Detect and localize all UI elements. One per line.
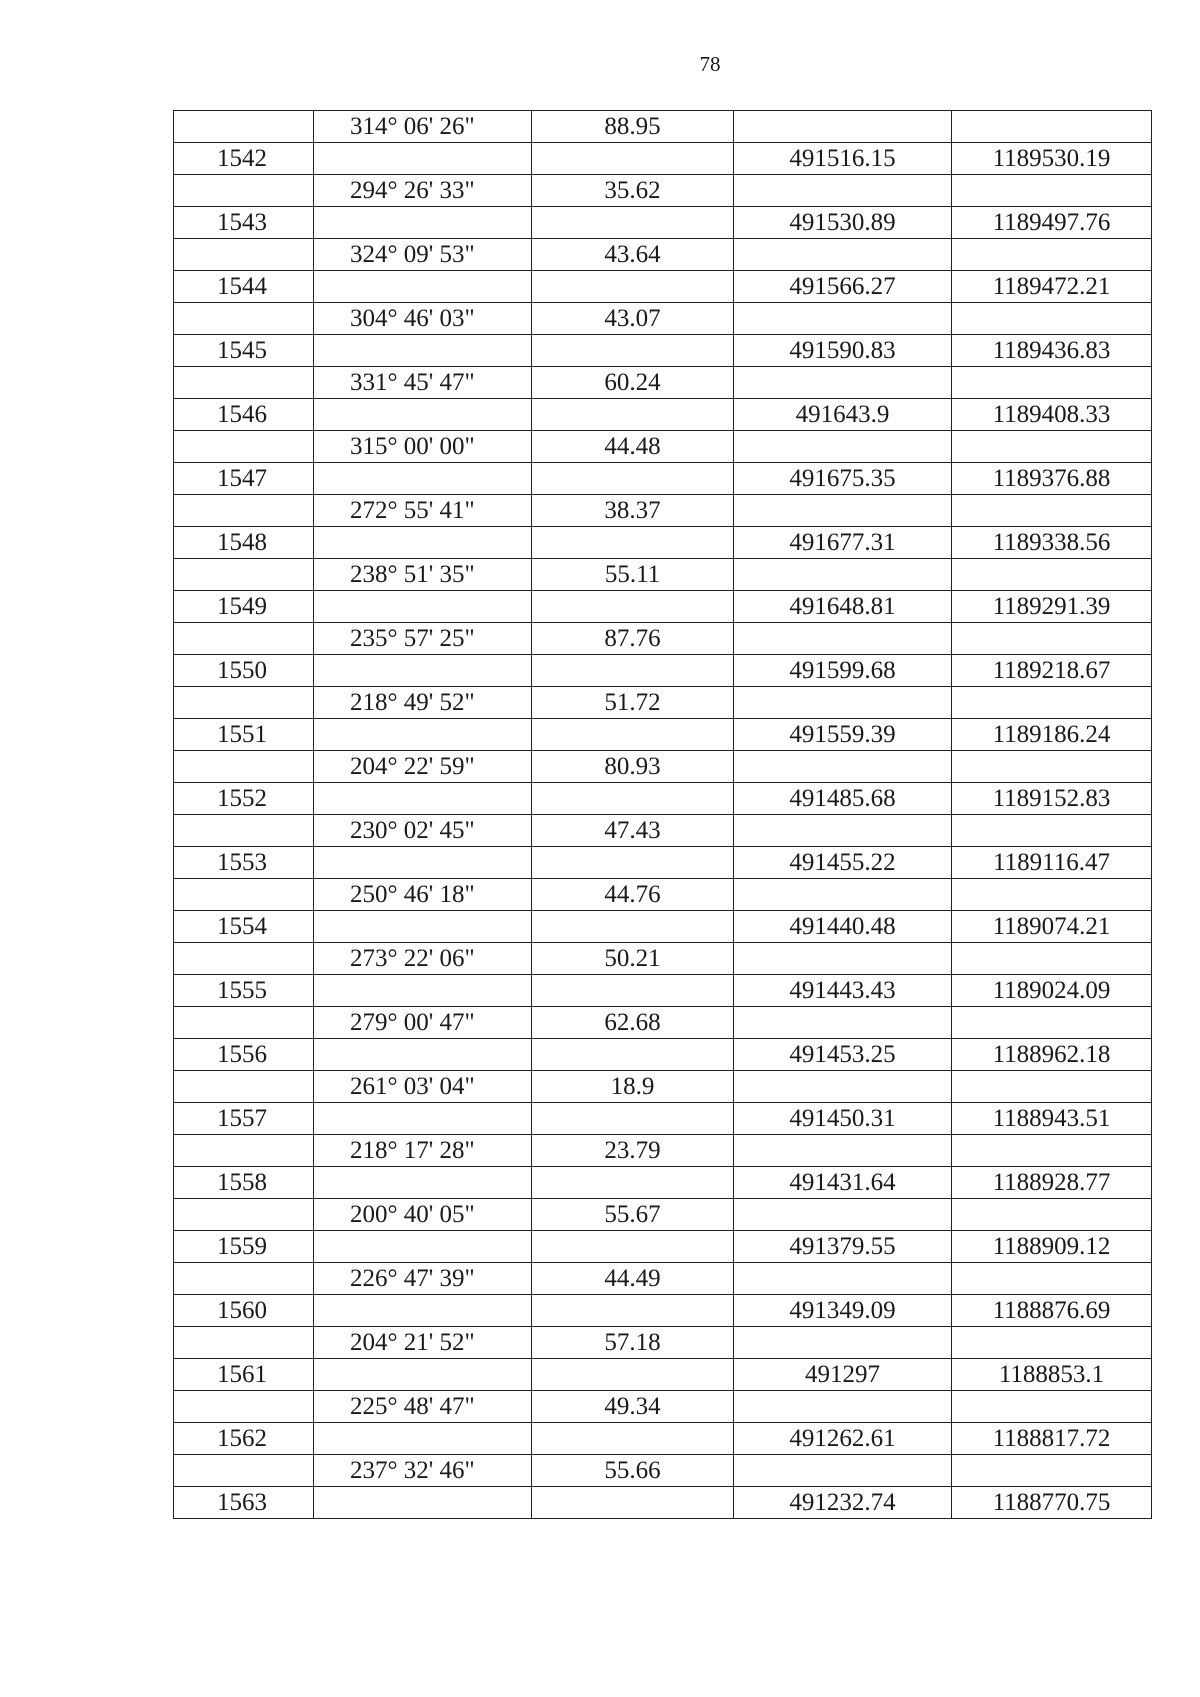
line-row: [174, 559, 1152, 591]
distance-cell: 49.34: [532, 1391, 734, 1423]
station-row: [174, 1423, 1152, 1455]
station-row: [174, 1231, 1152, 1263]
station-cell: [174, 239, 314, 271]
easting-cell: 1188853.1: [952, 1359, 1152, 1391]
bearing-cell: [314, 1295, 532, 1327]
northing-cell: 491455.22: [734, 847, 952, 879]
station-row: [174, 271, 1152, 303]
distance-cell: [532, 847, 734, 879]
northing-cell: 491559.39: [734, 719, 952, 751]
bearing-cell: 331° 45' 47": [314, 367, 532, 399]
northing-cell: 491349.09: [734, 1295, 952, 1327]
bearing-cell: [314, 1423, 532, 1455]
distance-cell: [532, 1423, 734, 1455]
distance-cell: 44.49: [532, 1263, 734, 1295]
station-row: [174, 911, 1152, 943]
easting-cell: 1189530.19: [952, 143, 1152, 175]
station-row: [174, 143, 1152, 175]
station-cell: [174, 495, 314, 527]
bearing-cell: [314, 143, 532, 175]
line-row: [174, 495, 1152, 527]
distance-cell: [532, 591, 734, 623]
station-cell: [174, 175, 314, 207]
easting-cell: 1189024.09: [952, 975, 1152, 1007]
northing-cell: [734, 303, 952, 335]
bearing-cell: 204° 22' 59": [314, 751, 532, 783]
northing-cell: 491599.68: [734, 655, 952, 687]
easting-cell: 1189074.21: [952, 911, 1152, 943]
station-row: [174, 1487, 1152, 1519]
bearing-cell: [314, 1103, 532, 1135]
bearing-cell: 279° 00' 47": [314, 1007, 532, 1039]
northing-cell: [734, 1391, 952, 1423]
station-cell: 1546: [174, 399, 314, 431]
bearing-cell: [314, 847, 532, 879]
distance-cell: [532, 1167, 734, 1199]
distance-cell: [532, 1487, 734, 1519]
northing-cell: [734, 367, 952, 399]
distance-cell: 62.68: [532, 1007, 734, 1039]
easting-cell: [952, 495, 1152, 527]
easting-cell: [952, 1007, 1152, 1039]
station-cell: [174, 751, 314, 783]
distance-cell: 35.62: [532, 175, 734, 207]
station-row: [174, 463, 1152, 495]
station-cell: 1544: [174, 271, 314, 303]
bearing-cell: [314, 911, 532, 943]
distance-cell: 47.43: [532, 815, 734, 847]
line-row: [174, 623, 1152, 655]
station-row: [174, 783, 1152, 815]
station-row: [174, 207, 1152, 239]
station-cell: 1554: [174, 911, 314, 943]
station-cell: [174, 431, 314, 463]
northing-cell: 491485.68: [734, 783, 952, 815]
line-row: [174, 111, 1152, 143]
bearing-cell: [314, 719, 532, 751]
northing-cell: 491379.55: [734, 1231, 952, 1263]
distance-cell: [532, 783, 734, 815]
line-row: [174, 879, 1152, 911]
bearing-cell: [314, 527, 532, 559]
bearing-cell: 261° 03' 04": [314, 1071, 532, 1103]
station-cell: 1542: [174, 143, 314, 175]
line-row: [174, 751, 1152, 783]
bearing-cell: [314, 1231, 532, 1263]
station-cell: [174, 303, 314, 335]
easting-cell: [952, 239, 1152, 271]
bearing-cell: [314, 335, 532, 367]
northing-cell: [734, 1199, 952, 1231]
station-row: [174, 1167, 1152, 1199]
station-row: [174, 399, 1152, 431]
easting-cell: [952, 431, 1152, 463]
easting-cell: 1188876.69: [952, 1295, 1152, 1327]
station-cell: [174, 1391, 314, 1423]
station-cell: 1556: [174, 1039, 314, 1071]
station-row: [174, 847, 1152, 879]
distance-cell: [532, 1295, 734, 1327]
station-cell: 1547: [174, 463, 314, 495]
line-row: [174, 1007, 1152, 1039]
bearing-cell: [314, 655, 532, 687]
distance-cell: [532, 1103, 734, 1135]
distance-cell: [532, 719, 734, 751]
distance-cell: 55.67: [532, 1199, 734, 1231]
northing-cell: 491677.31: [734, 527, 952, 559]
station-cell: [174, 623, 314, 655]
easting-cell: 1189497.76: [952, 207, 1152, 239]
distance-cell: [532, 911, 734, 943]
easting-cell: 1189472.21: [952, 271, 1152, 303]
table-body: [174, 111, 1152, 1519]
bearing-cell: 225° 48' 47": [314, 1391, 532, 1423]
easting-cell: [952, 1327, 1152, 1359]
easting-cell: [952, 687, 1152, 719]
easting-cell: 1189186.24: [952, 719, 1152, 751]
distance-cell: [532, 335, 734, 367]
distance-cell: [532, 271, 734, 303]
page-number: 78: [699, 52, 721, 76]
distance-cell: [532, 527, 734, 559]
easting-cell: 1189338.56: [952, 527, 1152, 559]
bearing-cell: [314, 1359, 532, 1391]
easting-cell: [952, 1391, 1152, 1423]
station-row: [174, 655, 1152, 687]
line-row: [174, 1263, 1152, 1295]
bearing-cell: 200° 40' 05": [314, 1199, 532, 1231]
bearing-cell: [314, 1487, 532, 1519]
northing-cell: 491530.89: [734, 207, 952, 239]
northing-cell: 491453.25: [734, 1039, 952, 1071]
northing-cell: 491232.74: [734, 1487, 952, 1519]
bearing-cell: 314° 06' 26": [314, 111, 532, 143]
line-row: [174, 815, 1152, 847]
northing-cell: 491643.9: [734, 399, 952, 431]
line-row: [174, 431, 1152, 463]
easting-cell: [952, 751, 1152, 783]
line-row: [174, 687, 1152, 719]
station-cell: 1549: [174, 591, 314, 623]
bearing-cell: 204° 21' 52": [314, 1327, 532, 1359]
distance-cell: [532, 655, 734, 687]
line-row: [174, 1135, 1152, 1167]
line-row: [174, 239, 1152, 271]
distance-cell: 57.18: [532, 1327, 734, 1359]
station-cell: [174, 367, 314, 399]
northing-cell: 491431.64: [734, 1167, 952, 1199]
station-row: [174, 1039, 1152, 1071]
station-cell: 1563: [174, 1487, 314, 1519]
northing-cell: [734, 1135, 952, 1167]
distance-cell: [532, 463, 734, 495]
bearing-cell: [314, 1167, 532, 1199]
bearing-cell: [314, 271, 532, 303]
distance-cell: 23.79: [532, 1135, 734, 1167]
station-row: [174, 719, 1152, 751]
station-cell: [174, 1327, 314, 1359]
easting-cell: 1189152.83: [952, 783, 1152, 815]
northing-cell: 491297: [734, 1359, 952, 1391]
northing-cell: 491675.35: [734, 463, 952, 495]
easting-cell: 1189436.83: [952, 335, 1152, 367]
easting-cell: 1189408.33: [952, 399, 1152, 431]
northing-cell: 491443.43: [734, 975, 952, 1007]
distance-cell: 80.93: [532, 751, 734, 783]
distance-cell: 55.66: [532, 1455, 734, 1487]
easting-cell: [952, 623, 1152, 655]
bearing-cell: [314, 1039, 532, 1071]
bearing-cell: [314, 783, 532, 815]
station-cell: [174, 687, 314, 719]
station-cell: [174, 1135, 314, 1167]
easting-cell: [952, 367, 1152, 399]
line-row: [174, 1199, 1152, 1231]
easting-cell: [952, 303, 1152, 335]
bearing-cell: 218° 17' 28": [314, 1135, 532, 1167]
station-cell: 1550: [174, 655, 314, 687]
bearing-cell: 218° 49' 52": [314, 687, 532, 719]
line-row: [174, 175, 1152, 207]
station-cell: [174, 559, 314, 591]
distance-cell: 88.95: [532, 111, 734, 143]
northing-cell: [734, 623, 952, 655]
northing-cell: 491450.31: [734, 1103, 952, 1135]
northing-cell: 491648.81: [734, 591, 952, 623]
northing-cell: 491590.83: [734, 335, 952, 367]
easting-cell: 1188909.12: [952, 1231, 1152, 1263]
northing-cell: 491262.61: [734, 1423, 952, 1455]
northing-cell: [734, 943, 952, 975]
station-cell: 1543: [174, 207, 314, 239]
easting-cell: 1188817.72: [952, 1423, 1152, 1455]
station-cell: 1557: [174, 1103, 314, 1135]
bearing-cell: 237° 32' 46": [314, 1455, 532, 1487]
station-cell: 1545: [174, 335, 314, 367]
station-row: [174, 591, 1152, 623]
northing-cell: 491440.48: [734, 911, 952, 943]
line-row: [174, 1327, 1152, 1359]
bearing-cell: 315° 00' 00": [314, 431, 532, 463]
bearing-cell: [314, 399, 532, 431]
distance-cell: [532, 207, 734, 239]
northing-cell: [734, 879, 952, 911]
line-row: [174, 943, 1152, 975]
station-row: [174, 1359, 1152, 1391]
distance-cell: 51.72: [532, 687, 734, 719]
easting-cell: [952, 1455, 1152, 1487]
station-row: [174, 975, 1152, 1007]
northing-cell: [734, 1455, 952, 1487]
station-cell: 1559: [174, 1231, 314, 1263]
distance-cell: 50.21: [532, 943, 734, 975]
station-cell: 1562: [174, 1423, 314, 1455]
northing-cell: [734, 1007, 952, 1039]
easting-cell: [952, 815, 1152, 847]
easting-cell: [952, 879, 1152, 911]
line-row: [174, 1455, 1152, 1487]
easting-cell: 1189376.88: [952, 463, 1152, 495]
northing-cell: [734, 175, 952, 207]
distance-cell: 43.64: [532, 239, 734, 271]
station-cell: [174, 879, 314, 911]
station-cell: [174, 815, 314, 847]
easting-cell: [952, 559, 1152, 591]
station-cell: 1553: [174, 847, 314, 879]
distance-cell: 43.07: [532, 303, 734, 335]
easting-cell: 1189218.67: [952, 655, 1152, 687]
northing-cell: [734, 111, 952, 143]
easting-cell: [952, 1135, 1152, 1167]
station-cell: [174, 1071, 314, 1103]
line-row: [174, 303, 1152, 335]
bearing-cell: [314, 591, 532, 623]
northing-cell: 491516.15: [734, 143, 952, 175]
station-cell: [174, 1007, 314, 1039]
easting-cell: [952, 1071, 1152, 1103]
station-row: [174, 1295, 1152, 1327]
easting-cell: [952, 175, 1152, 207]
easting-cell: 1188943.51: [952, 1103, 1152, 1135]
bearing-cell: 250° 46' 18": [314, 879, 532, 911]
easting-cell: [952, 943, 1152, 975]
station-cell: [174, 111, 314, 143]
easting-cell: [952, 1199, 1152, 1231]
station-cell: [174, 943, 314, 975]
distance-cell: [532, 399, 734, 431]
bearing-cell: 226° 47' 39": [314, 1263, 532, 1295]
station-cell: 1561: [174, 1359, 314, 1391]
distance-cell: [532, 975, 734, 1007]
station-cell: [174, 1263, 314, 1295]
bearing-cell: 230° 02' 45": [314, 815, 532, 847]
bearing-cell: 304° 46' 03": [314, 303, 532, 335]
bearing-cell: [314, 463, 532, 495]
northing-cell: [734, 687, 952, 719]
station-cell: [174, 1455, 314, 1487]
bearing-cell: 272° 55' 41": [314, 495, 532, 527]
station-row: [174, 527, 1152, 559]
distance-cell: 87.76: [532, 623, 734, 655]
northing-cell: [734, 815, 952, 847]
distance-cell: 44.48: [532, 431, 734, 463]
distance-cell: [532, 1039, 734, 1071]
station-cell: 1551: [174, 719, 314, 751]
northing-cell: [734, 495, 952, 527]
station-row: [174, 335, 1152, 367]
distance-cell: [532, 143, 734, 175]
northing-cell: [734, 559, 952, 591]
northing-cell: [734, 1263, 952, 1295]
distance-cell: 55.11: [532, 559, 734, 591]
northing-cell: [734, 1327, 952, 1359]
station-row: [174, 1103, 1152, 1135]
station-cell: 1548: [174, 527, 314, 559]
easting-cell: 1189116.47: [952, 847, 1152, 879]
bearing-cell: [314, 975, 532, 1007]
northing-cell: 491566.27: [734, 271, 952, 303]
distance-cell: [532, 1359, 734, 1391]
station-cell: [174, 1199, 314, 1231]
bearing-cell: 294° 26' 33": [314, 175, 532, 207]
station-cell: 1560: [174, 1295, 314, 1327]
bearing-cell: 238° 51' 35": [314, 559, 532, 591]
distance-cell: [532, 1231, 734, 1263]
line-row: [174, 1071, 1152, 1103]
easting-cell: 1188770.75: [952, 1487, 1152, 1519]
northing-cell: [734, 239, 952, 271]
survey-coordinates-table: [173, 110, 1152, 1519]
northing-cell: [734, 1071, 952, 1103]
bearing-cell: 324° 09' 53": [314, 239, 532, 271]
distance-cell: 38.37: [532, 495, 734, 527]
distance-cell: 60.24: [532, 367, 734, 399]
easting-cell: 1189291.39: [952, 591, 1152, 623]
distance-cell: 18.9: [532, 1071, 734, 1103]
station-cell: 1558: [174, 1167, 314, 1199]
line-row: [174, 367, 1152, 399]
station-cell: 1555: [174, 975, 314, 1007]
bearing-cell: [314, 207, 532, 239]
distance-cell: 44.76: [532, 879, 734, 911]
easting-cell: [952, 1263, 1152, 1295]
easting-cell: 1188962.18: [952, 1039, 1152, 1071]
line-row: [174, 1391, 1152, 1423]
northing-cell: [734, 751, 952, 783]
easting-cell: 1188928.77: [952, 1167, 1152, 1199]
station-cell: 1552: [174, 783, 314, 815]
northing-cell: [734, 431, 952, 463]
bearing-cell: 235° 57' 25": [314, 623, 532, 655]
bearing-cell: 273° 22' 06": [314, 943, 532, 975]
easting-cell: [952, 111, 1152, 143]
